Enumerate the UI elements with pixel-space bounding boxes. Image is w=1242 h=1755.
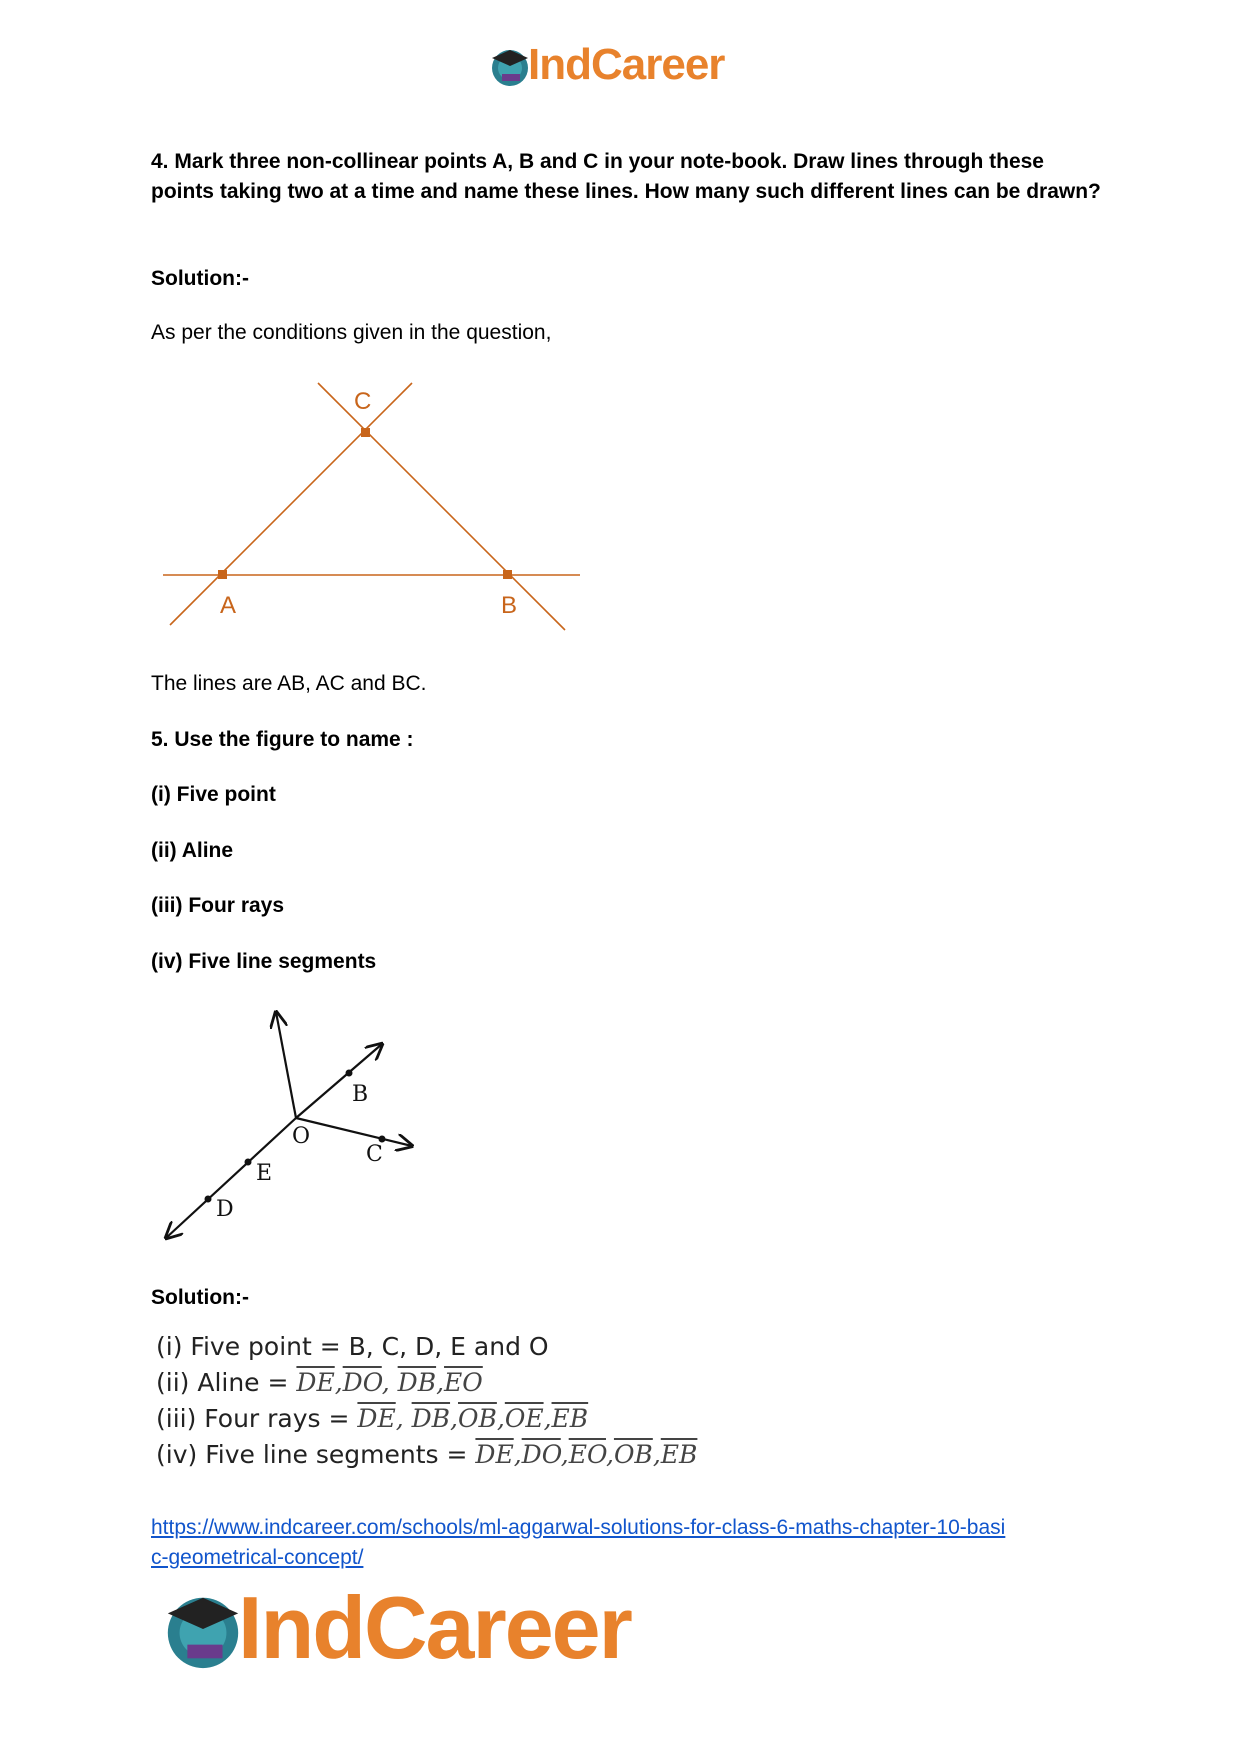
answer-iv-label: (iv) Five line segments = xyxy=(156,1440,468,1469)
label-b: B xyxy=(352,1082,369,1107)
line-do: $\overline{DO}$ xyxy=(342,1368,382,1397)
logo-text: IndCareer xyxy=(528,40,725,89)
label-c: C xyxy=(366,1142,383,1167)
ray-ob: $\overline{OB}$ xyxy=(458,1404,497,1433)
point-b-marker xyxy=(503,570,512,579)
segment-de: $\overline{DE}$ xyxy=(475,1440,514,1469)
q5-part-iv: (iv) Five line segments xyxy=(151,950,377,973)
graduation-cap-globe-icon xyxy=(488,44,532,88)
point-c-marker xyxy=(361,428,370,437)
footer-logo xyxy=(160,1578,720,1678)
segment-eb: $\overline{EB}$ xyxy=(660,1440,698,1469)
header-logo xyxy=(488,40,768,90)
segment-eo: $\overline{EO}$ xyxy=(568,1440,606,1469)
segment-do: $\overline{DO}$ xyxy=(521,1440,561,1469)
rays-figure xyxy=(150,1000,430,1250)
answer-iii: (iii) Four rays = $\overline{DE}$, $\overline{DB},\overline{OB},\overline{OE},\overline{EB}$ xyxy=(156,1404,589,1433)
point-d-dot xyxy=(205,1196,212,1203)
label-c: C xyxy=(354,388,372,415)
label-d: D xyxy=(216,1197,234,1222)
source-link-line-1[interactable]: https://www.indcareer.com/schools/ml-aggarwal-solutions-for-class-6-maths-chapter-10-basi xyxy=(151,1516,1006,1539)
triangle-lines-figure xyxy=(150,375,590,645)
source-link[interactable] xyxy=(151,1513,1101,1573)
point-e-dot xyxy=(245,1159,252,1166)
q4-solution-label: Solution:- xyxy=(151,267,249,290)
answer-ii-label: (ii) Aline = xyxy=(156,1368,289,1397)
answer-iv: (iv) Five line segments = $\overline{DE},\overline{DO},\overline{EO},\overline{OB},\overline{EB}$ xyxy=(156,1440,698,1469)
label-b: B xyxy=(501,592,518,619)
q5-solution-label: Solution:- xyxy=(151,1286,249,1309)
segment-ob: $\overline{OB}$ xyxy=(613,1440,653,1469)
q4-intro: As per the conditions given in the question, xyxy=(151,321,552,344)
q4-answer: The lines are AB, AC and BC. xyxy=(151,672,427,695)
answer-i-text: (i) Five point = B, C, D, E and O xyxy=(156,1332,549,1361)
label-e: E xyxy=(256,1161,273,1186)
ray-eb: $\overline{EB}$ xyxy=(551,1404,589,1433)
q5-part-iii: (iii) Four rays xyxy=(151,894,285,917)
logo-text: IndCareer xyxy=(238,1578,631,1677)
question-4: 4. Mark three non-collinear points A, B and C in your note-book. Draw lines through these points taking two at a time and name these lines. How many such different lines can be drawn? xyxy=(151,150,1101,203)
label-o: O xyxy=(292,1124,311,1149)
label-a: A xyxy=(220,592,237,619)
question-5: 5. Use the figure to name : xyxy=(151,728,414,751)
point-a-marker xyxy=(218,570,227,579)
line-eo: $\overline{EO}$ xyxy=(444,1368,483,1397)
ray-oe: $\overline{OE}$ xyxy=(504,1404,544,1433)
answer-ii: (ii) Aline = $\overline{DE},\overline{DO}$, $\overline{DB},\overline{EO}$ xyxy=(156,1368,483,1397)
q5-part-i: (i) Five point xyxy=(151,783,276,806)
ray-db: $\overline{DB}$ xyxy=(411,1404,451,1433)
q5-part-ii: (ii) Aline xyxy=(151,839,234,862)
ray-de: $\overline{DE}$ xyxy=(357,1404,396,1433)
graduation-cap-globe-icon xyxy=(160,1586,246,1672)
answer-i xyxy=(156,1332,549,1361)
point-b-dot xyxy=(346,1070,353,1077)
line-de: $\overline{DE}$ xyxy=(296,1368,335,1397)
source-link-line-2[interactable]: c-geometrical-concept/ xyxy=(151,1546,364,1569)
line-db: $\overline{DB}$ xyxy=(397,1368,437,1397)
answer-iii-label: (iii) Four rays = xyxy=(156,1404,350,1433)
